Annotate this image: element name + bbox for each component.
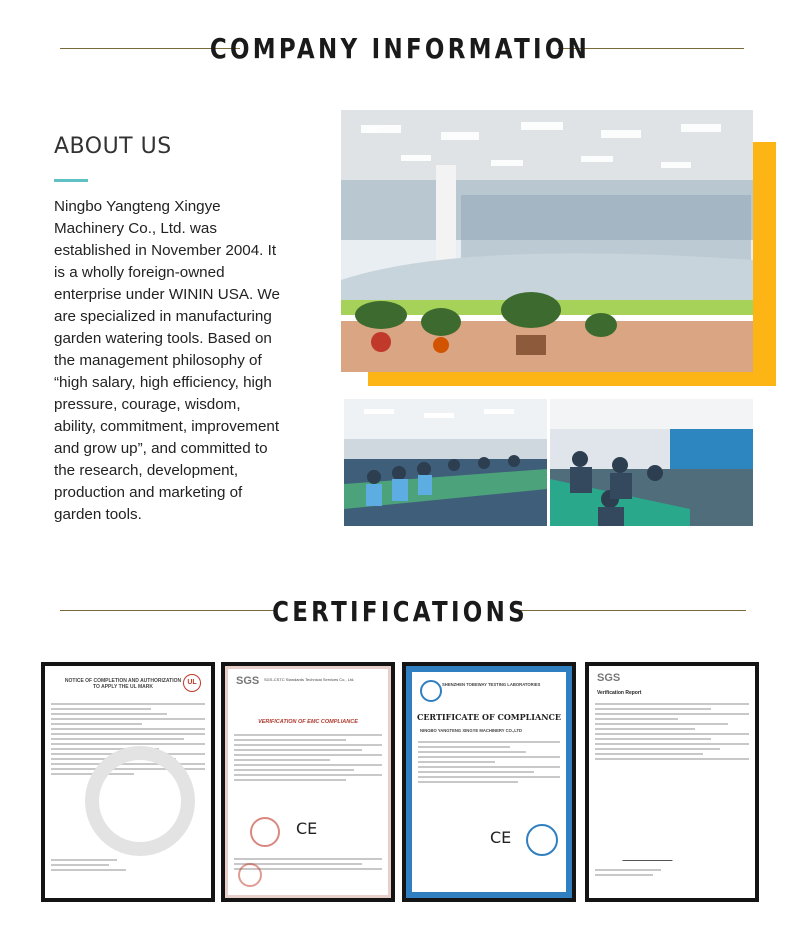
cert-sgs-company: SGS-CSTC Standards Technical Services Co., Ltd. [264, 677, 355, 682]
about-heading: ABOUT US [54, 134, 172, 159]
ce-mark: CE [296, 819, 318, 838]
workshop-illustration-left [344, 399, 547, 526]
certificate-ul[interactable] [41, 662, 215, 902]
workshop-illustration-right [550, 399, 753, 526]
sgs-logo-icon: SGS [236, 675, 260, 687]
workshop-photo-left [344, 399, 547, 526]
certificate-tobeway-ce[interactable] [402, 662, 576, 902]
tobeway-logo-icon [420, 680, 442, 702]
ul-watermark-icon [85, 746, 195, 856]
sgs-stamp-icon [238, 863, 262, 887]
certifications-title: CERTIFICATIONS [272, 595, 528, 628]
office-photo [341, 110, 753, 372]
cert-sgs-verification-header: Verification Report [597, 690, 642, 696]
company-information-title: COMPANY INFORMATION [209, 32, 591, 65]
signature-icon [622, 846, 677, 861]
cert-ul-header: NOTICE OF COMPLETION AND AUTHORIZATION TO APPLY THE UL MARK [64, 678, 182, 690]
sgs-seal-icon [250, 817, 280, 847]
ul-logo-icon: UL [183, 674, 201, 692]
certificate-sgs-verification[interactable] [585, 662, 759, 902]
cert-tobeway-lab: SHENZHEN TOBEWAY TESTING LABORATORIES [442, 682, 541, 687]
cert-tobeway-header: CERTIFICATE OF COMPLIANCE [416, 712, 562, 722]
certificate-sgs-emc[interactable] [221, 662, 395, 902]
about-underline [54, 179, 88, 182]
sgs-logo-icon: SGS [597, 672, 621, 684]
cert-tobeway-company: NINGBO YANGTENG XINGYE MACHINERY CO.,LTD [420, 728, 523, 733]
cert-sgs-header: VERIFICATION OF EMC COMPLIANCE [258, 719, 358, 725]
about-body-text: Ningbo Yangteng Xingye Machinery Co., Ltd. was established in November 2004. It is a wholly foreign-owned enterprise under WININ USA. We are specialized in manufacturing garden watering tools. Based on the management philosophy of “high salary, high efficiency, high pressure, courage, wisdom, ability, commitment, improvement and grow up”, and committed to the research, development, production and marketing of garden tools. [54, 198, 280, 523]
tobeway-seal-icon [526, 824, 558, 856]
workshop-photo-right [550, 399, 753, 526]
office-illustration [341, 110, 753, 372]
ce-mark: CE [490, 828, 512, 847]
